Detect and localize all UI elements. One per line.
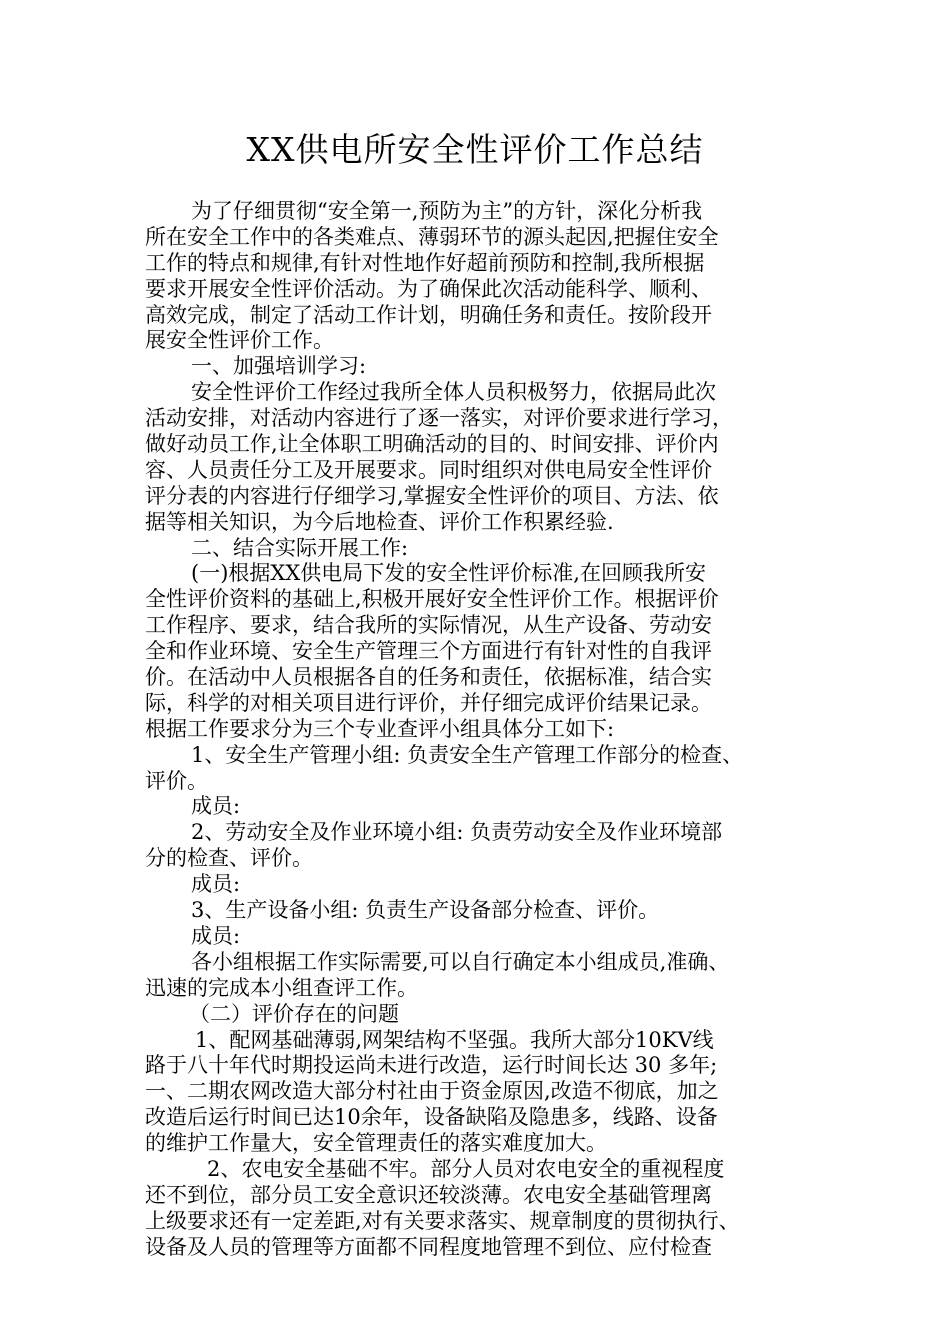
paragraph-line: 评分表的内容进行仔细学习,掌握安全性评价的项目、方法、依 bbox=[145, 483, 719, 508]
paragraph-line: (一)根据XX供电局下发的安全性评价标准,在回顾我所安 bbox=[191, 561, 706, 586]
paragraph-line: 根据工作要求分为三个专业查评小组具体分工如下: bbox=[145, 716, 615, 741]
paragraph-line: 展安全性评价工作。 bbox=[145, 328, 334, 353]
members-label: 成员: bbox=[191, 923, 241, 948]
document-body bbox=[145, 199, 825, 1261]
paragraph-line: 全性评价资料的基础上,积极开展好安全性评价工作。根据评价 bbox=[145, 587, 719, 612]
paragraph-line: 高效完成，制定了活动工作计划，明确任务和责任。按阶段开 bbox=[145, 302, 712, 327]
list-item: 1、安全生产管理小组: 负责安全生产管理工作部分的检查、 bbox=[191, 742, 744, 767]
section-heading: 二、结合实际开展工作: bbox=[191, 535, 409, 560]
paragraph-line: 活动安排，对活动内容进行了逐一落实，对评价要求进行学习， bbox=[145, 406, 733, 431]
paragraph-line: 价。在活动中人员根据各自的任务和责任，依据标准，结合实 bbox=[145, 665, 712, 690]
list-item: 3、生产设备小组: 负责生产设备部分检查、评价。 bbox=[191, 898, 660, 923]
paragraph-line: 容、人员责任分工及开展要求。同时组织对供电局安全性评价 bbox=[145, 457, 712, 482]
paragraph-line: 分的检查、评价。 bbox=[145, 846, 313, 871]
paragraph-line: 各小组根据工作实际需要,可以自行确定本小组成员,准确、 bbox=[191, 949, 730, 974]
paragraph-line: 一、二期农网改造大部分村社由于资金原因,改造不彻底，加之 bbox=[145, 1079, 719, 1104]
paragraph-line: 迅速的完成本小组查评工作。 bbox=[145, 975, 418, 1000]
paragraph-line: 设备及人员的管理等方面都不同程度地管理不到位、应付检查 bbox=[145, 1234, 712, 1259]
list-item: 2、劳动安全及作业环境小组: 负责劳动安全及作业环境部 bbox=[191, 820, 723, 845]
paragraph-line: 全和作业环境、安全生产管理三个方面进行有针对性的自我评 bbox=[145, 639, 712, 664]
paragraph-line: 的维护工作量大，安全管理责任的落实难度加大。 bbox=[145, 1131, 607, 1156]
list-item: 2、农电安全基础不牢。部分人员对农电安全的重视程度 bbox=[207, 1156, 725, 1181]
paragraph-line: 上级要求还有一定差距,对有关要求落实、规章制度的贯彻执行、 bbox=[145, 1208, 740, 1233]
paragraph-line: 做好动员工作,让全体职工明确活动的目的、时间安排、评价内 bbox=[145, 432, 719, 457]
paragraph-line: 路于八十年代时期投运尚未进行改造，运行时间长达 30 多年; bbox=[145, 1053, 718, 1078]
document-title: XX供电所安全性评价工作总结 bbox=[246, 130, 704, 169]
paragraph-line: 安全性评价工作经过我所全体人员积极努力，依据局此次 bbox=[191, 380, 716, 405]
paragraph-line: 据等相关知识，为今后地检查、评价工作积累经验. bbox=[145, 509, 614, 534]
paragraph-line: 工作的特点和规律,有针对性地作好超前预防和控制,我所根据 bbox=[145, 250, 705, 275]
paragraph-line: 为了仔细贯彻“安全第一,预防为主”的方针，深化分析我 bbox=[191, 199, 703, 223]
paragraph-line: 际，科学的对相关项目进行评价，并仔细完成评价结果记录。 bbox=[145, 690, 712, 715]
paragraph-line: 要求开展安全性评价活动。为了确保此次活动能科学、顺利、 bbox=[145, 276, 712, 301]
paragraph-line: 评价。 bbox=[145, 768, 208, 793]
list-item: 1、配网基础薄弱,网架结构不坚强。我所大部分10KV线 bbox=[195, 1027, 714, 1052]
paragraph-line: 还不到位，部分员工安全意识还较淡薄。农电安全基础管理离 bbox=[145, 1182, 712, 1207]
members-label: 成员: bbox=[191, 794, 241, 819]
members-label: 成员: bbox=[191, 872, 241, 897]
paragraph-line: 改造后运行时间已达10余年，设备缺陷及隐患多，线路、设备 bbox=[145, 1105, 718, 1130]
paragraph-line: 工作程序、要求，结合我所的实际情况，从生产设备、劳动安 bbox=[145, 613, 712, 638]
section-heading: （二）评价存在的问题 bbox=[189, 1001, 399, 1026]
section-heading: 一、加强培训学习: bbox=[191, 354, 367, 379]
paragraph-line: 所在安全工作中的各类难点、薄弱环节的源头起因,把握住安全 bbox=[145, 224, 719, 249]
